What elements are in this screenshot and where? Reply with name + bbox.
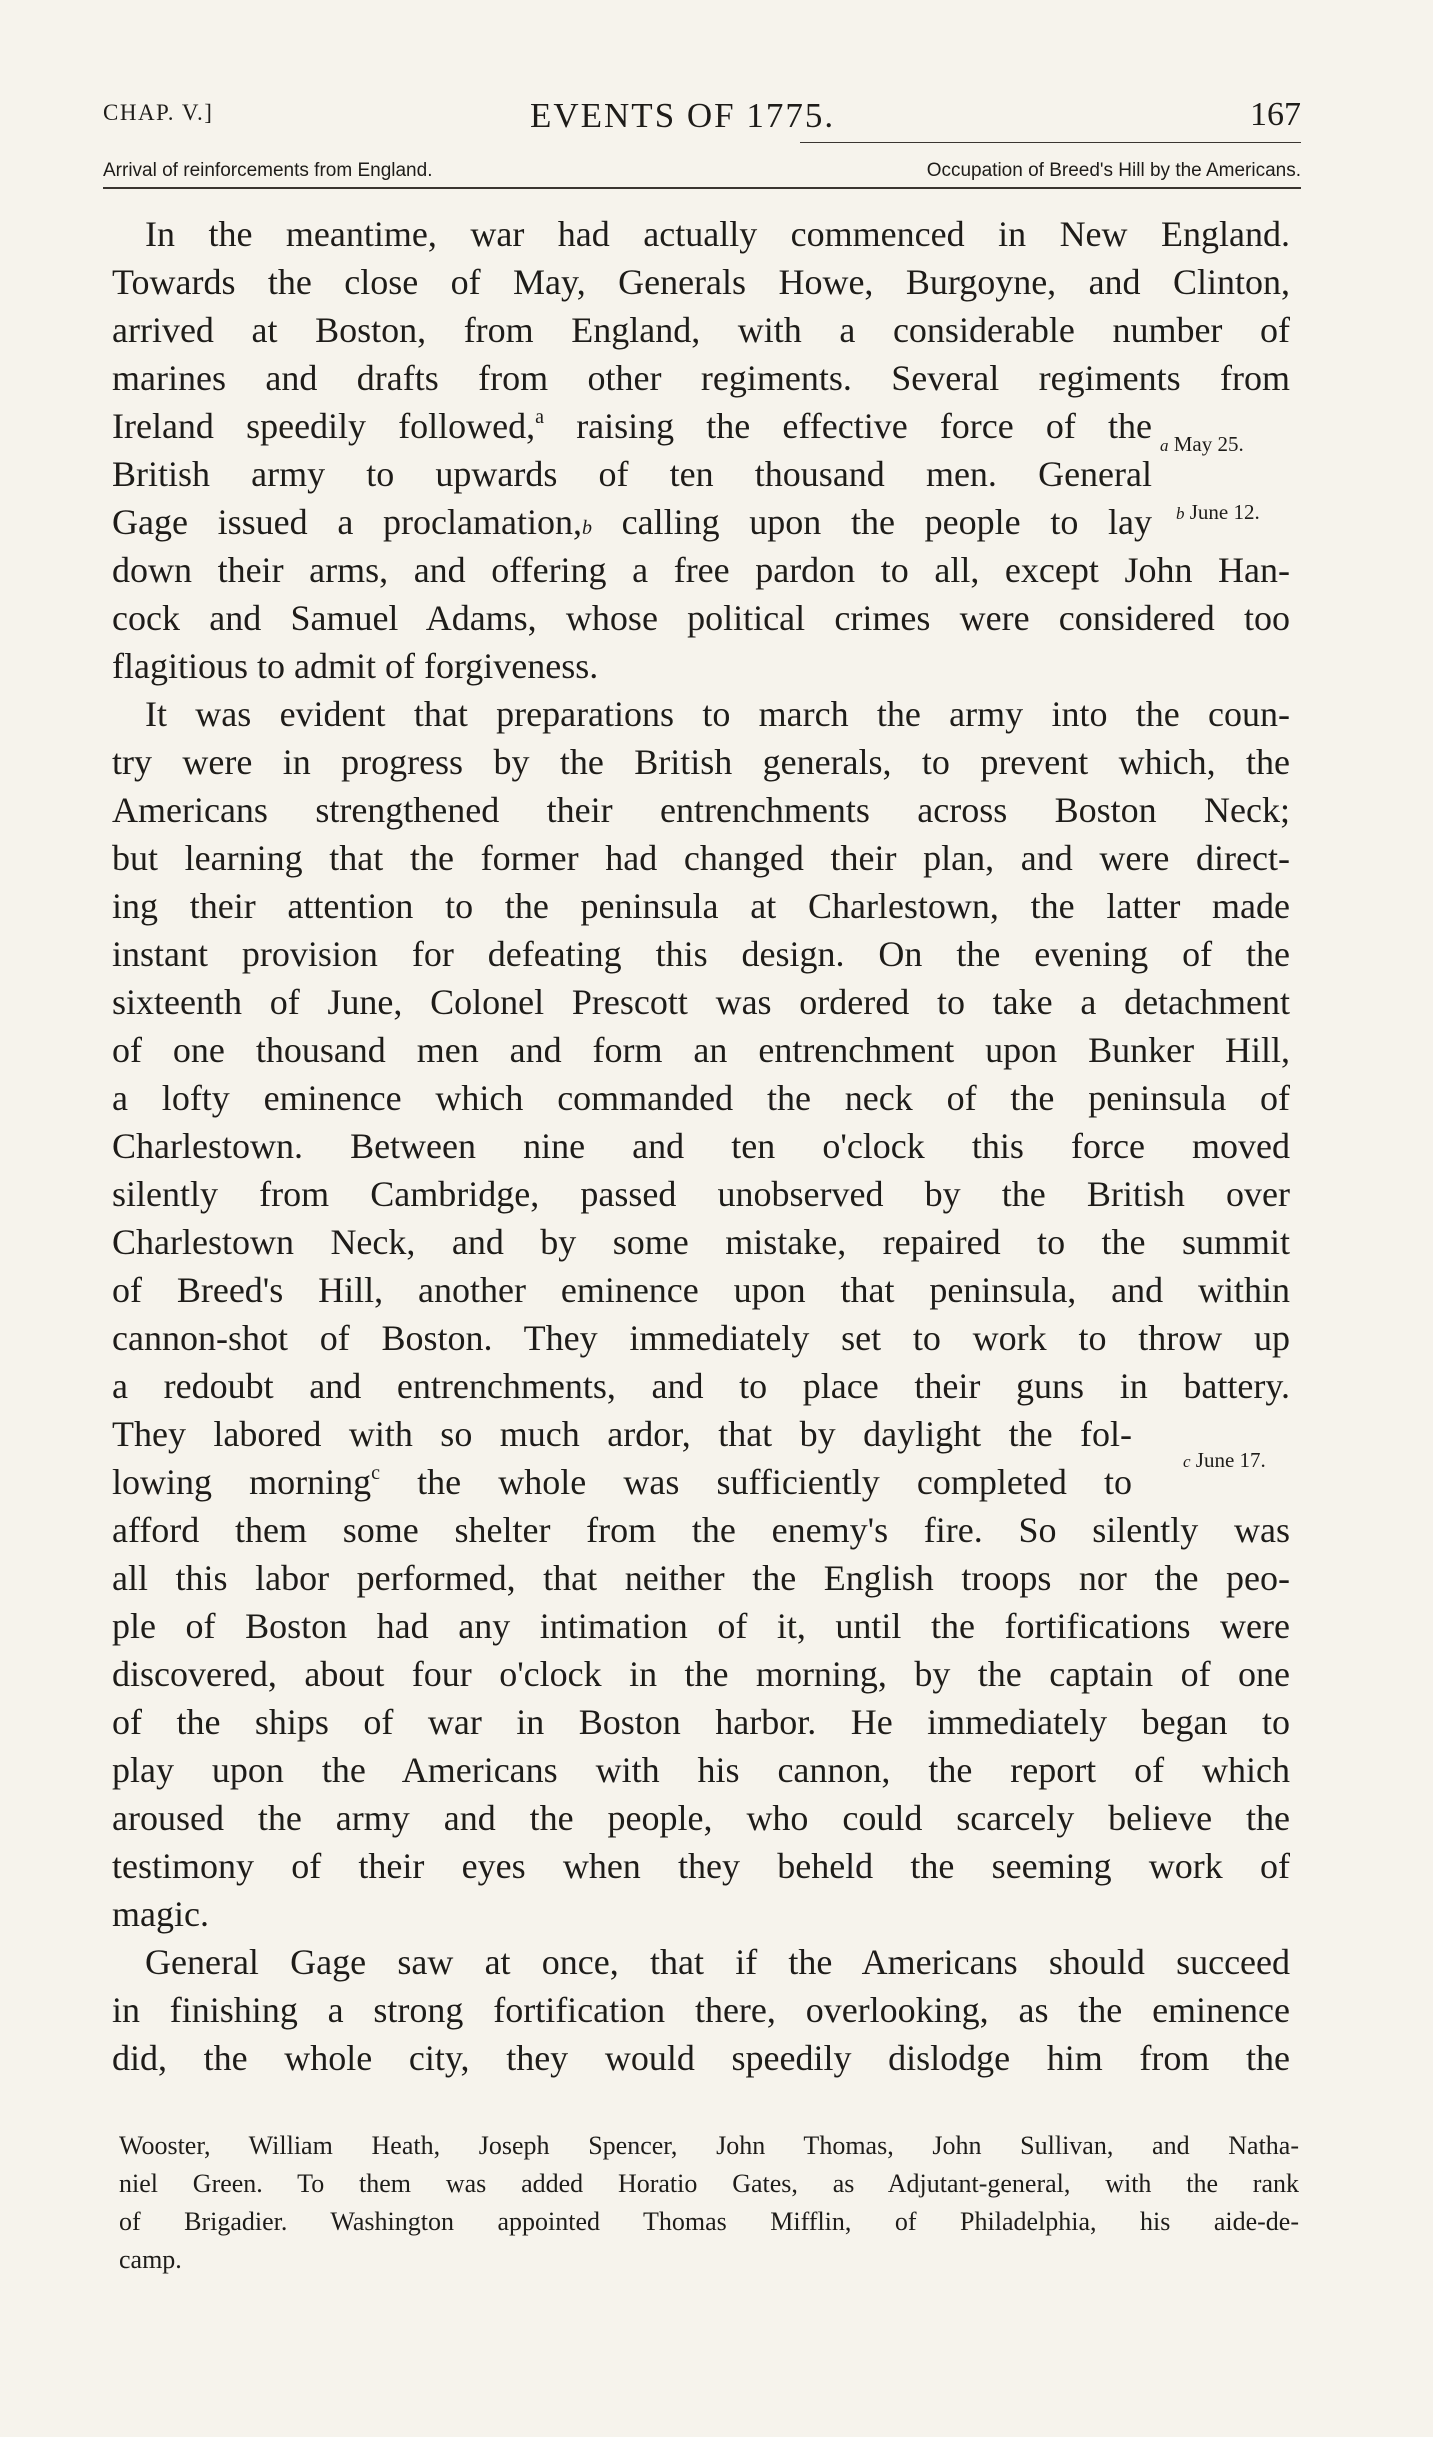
text-line: of Breed's Hill, another eminence upon that peninsula, and within <box>112 1270 1290 1310</box>
footnote-ref-a: a <box>535 406 545 428</box>
text-line: of the ships of war in Boston harbor. He immediately began to <box>112 1702 1290 1742</box>
text-line: afford them some shelter from the enemy's fire. So silently was <box>112 1510 1290 1550</box>
text-line: It was evident that preparations to march the army into the coun- <box>145 694 1290 734</box>
chapter-label: CHAP. V.] <box>103 100 214 125</box>
footnote-ref-c: c <box>371 1462 381 1484</box>
text-line: all this labor performed, that neither the English troops nor the peo- <box>112 1558 1290 1598</box>
body-text <box>112 210 1290 2082</box>
text-line: In the meantime, war had actually commenced in New England. <box>145 214 1290 254</box>
text-line: Ireland speedily followed,$^a$ raising the effective force of the <box>112 406 1152 446</box>
page-title: EVENTS OF 1775. <box>530 96 836 135</box>
text-line: arrived at Boston, from England, with a considerable number of <box>112 310 1290 350</box>
page-number: 167 <box>1250 96 1301 133</box>
header-top-rule <box>800 142 1301 143</box>
footnote-line: of Brigadier. Washington appointed Thomas Mifflin, of Philadelphia, his aide-de- <box>119 2207 1299 2236</box>
footnote <box>119 2127 1299 2279</box>
text-line: silently from Cambridge, passed unobserved by the British over <box>112 1174 1290 1214</box>
text-line: Charlestown. Between nine and ten o'clock this force moved <box>112 1126 1290 1166</box>
header-rule <box>103 187 1301 189</box>
text-line: instant provision for defeating this design. On the evening of the <box>112 934 1290 974</box>
running-head <box>103 96 1301 136</box>
margin-note-may: a May 25. <box>1160 432 1244 456</box>
text-line: Charlestown Neck, and by some mistake, repaired to the summit <box>112 1222 1290 1262</box>
text-line: Towards the close of May, Generals Howe, Burgoyne, and Clinton, <box>112 262 1290 302</box>
footnote-line: Wooster, William Heath, Joseph Spencer, John Thomas, John Sullivan, and Natha- <box>119 2131 1299 2160</box>
text-line: They labored with so much ardor, that by daylight the fol- <box>112 1414 1132 1454</box>
text-line: a redoubt and entrenchments, and to place their guns in battery. <box>112 1366 1290 1406</box>
text-line: down their arms, and offering a free pardon to all, except John Han- <box>112 550 1290 590</box>
margin-note-june-12: b June 12. <box>1176 500 1260 524</box>
text-line: a lofty eminence which commanded the neck of the peninsula of <box>112 1078 1290 1118</box>
text-line: discovered, about four o'clock in the morning, by the captain of one <box>112 1654 1290 1694</box>
subhead-right: Occupation of Breed's Hill by the Americans. <box>926 160 1301 181</box>
text-line: but learning that the former had changed their plan, and were direct- <box>112 838 1290 878</box>
text-line: sixteenth of June, Colonel Prescott was ordered to take a detachment <box>112 982 1290 1022</box>
text-line: magic. <box>112 1894 209 1934</box>
text-line: Americans strengthened their entrenchments across Boston Neck; <box>112 790 1290 830</box>
text-line: marines and drafts from other regiments. Several regiments from <box>112 358 1290 398</box>
text-line: cock and Samuel Adams, whose political crimes were considered too <box>112 598 1290 638</box>
text-line: try were in progress by the British generals, to prevent which, the <box>112 742 1290 782</box>
topic-subhead <box>103 160 1301 190</box>
text-line: Gage issued a proclamation,b calling upon the people to lay <box>112 502 1153 542</box>
footnote-line: camp. <box>119 2245 182 2274</box>
footnote-ref-b: b <box>581 517 592 539</box>
text-line: aroused the army and the people, who could scarcely believe the <box>112 1798 1290 1838</box>
margin-note-june-17: c June 17. <box>1183 1448 1266 1472</box>
text-line: General Gage saw at once, that if the Americans should succeed <box>145 1942 1290 1982</box>
text-line: ple of Boston had any intimation of it, until the fortifications were <box>112 1606 1290 1646</box>
text-line: flagitious to admit of forgiveness. <box>112 646 599 686</box>
text-line: of one thousand men and form an entrenchment upon Bunker Hill, <box>112 1030 1290 1070</box>
footnote-line: niel Green. To them was added Horatio Gates, as Adjutant-general, with the rank <box>119 2169 1299 2198</box>
text-line: lowing morning$^c$ the whole was sufficiently completed to <box>112 1462 1132 1502</box>
text-line: testimony of their eyes when they beheld the seeming work of <box>112 1846 1290 1886</box>
text-line: play upon the Americans with his cannon, the report of which <box>112 1750 1290 1790</box>
text-line: ing their attention to the peninsula at Charlestown, the latter made <box>112 886 1290 926</box>
text-line: cannon-shot of Boston. They immediately set to work to throw up <box>112 1318 1290 1358</box>
subhead-left: Arrival of reinforcements from England. <box>103 160 433 181</box>
text-line: British army to upwards of ten thousand men. General <box>112 454 1152 494</box>
text-line: in finishing a strong fortification there, overlooking, as the eminence <box>112 1990 1290 2030</box>
text-line: did, the whole city, they would speedily dislodge him from the <box>112 2038 1290 2078</box>
